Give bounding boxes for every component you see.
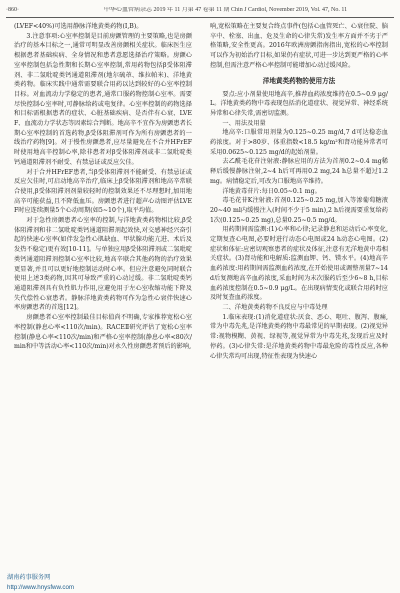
page-number: ·860· [6, 7, 19, 13]
subsection-heading: 二、洋地黄类药物不良反应与中毒处理 [222, 303, 328, 311]
paragraph: 房颤患者心室率控制最佳目标值尚不明确,专家推荐宽松心室率控制(静息心率<110次/min)。RACEⅡ研究评估了宽松心室率控制(静息心率<110次/min)和严格心室率控制(静息心率<80次/min和中等活动心率<110次/min)对永久性房颤患者预后的影响, [14, 314, 192, 351]
paragraph: (LVEF<40%)可选用静脉洋地黄类药物(Ⅰ,B)。 [14, 23, 143, 30]
site-name: 湖南药事服务网 [7, 574, 51, 581]
section-heading: 洋地黄类药物的使用方法 [262, 76, 336, 85]
right-text-column [210, 22, 388, 568]
paragraph: 洋地黄毒苷片:每日0.05~0.1 mg。 [222, 187, 321, 195]
paragraph: 对于合并HFrEF患者,当β受体阻滞剂不能耐受、有禁忌证或反应欠佳时,可启动地高辛治疗,临床上β受体阻滞剂和地高辛常联合使用,β受体阻滞剂剂量较轻时的控制效果还不尽理想时,加用地高辛可能获益,且不降低血压。房颤患者进行超声心动图评估LVEF时应连续测量5个心动周期(如5~10个),取平均值。 [14, 168, 192, 215]
paragraph: 响,宽松策略在主要复合终点事件(包括心血管死亡、心衰住院、脑卒中、栓塞、出血、危及生命的心律失常)发生率方面并不劣于严格策略,安全性更高。2016年欧洲房颤指南指出,宽松的心率控制可以作为初始治疗目标,如果仍有症状,可进一步达到更严格的心率控制,但需注意严格心率控制可能增加心动过缓风险。 [210, 23, 388, 69]
subsection-heading: 一、用法及用量 [222, 119, 266, 127]
site-url: http://www.hnysfww.com [7, 584, 75, 591]
page-footer [7, 573, 127, 591]
journal-citation: 中华心血管病杂志 2019 年 11 月第 47 卷第 11 期 Chin J Cardiol, November 2019, Vol. 47, No. 11 [104, 7, 348, 13]
paragraph: 3.注意事项:心室率控制是目前房颤管理的主要策略,也是房颤治疗的基本目标之一,通常可明显改善房颤相关症状。临床医生应根据患者基础疾病、全身情况和患者意愿选择治疗策略。房颤心室率控制包括急性期和长期心室率控制,常用药物包括β受体阻滞剂、非二氢吡啶类钙通道阻滞剂(地尔硫䓬、维拉帕米)、洋地黄类药物。临床实践中通常需要联合用药以达到较好的心室率控制目标。对血流动力学稳定的患者,通常口服药物控制心室率。需要尽快控制心室率时,可静脉给药或电复律。心室率控制的药物选择和目标需根据患者的症状、心脏基础疾病、是否伴有心衰、LVEF、血流动力学状态等因素综合判断。地高辛不宜作为房颤患者长期心室率控制的首选药物,β受体阻滞剂可作为所有房颤患者的一线治疗药物[9]。对于慢性房颤患者,应尽量避免在不合并HFrEF时使用地高辛控制心率,除非患者对β受体阻滞剂或非二氢吡啶类钙通道阻滞剂不耐受、有禁忌证或反应欠佳。 [14, 32, 192, 166]
paragraph: 对于急性房颤患者心室率的控制,与洋地黄类药物相比较,β受体阻滞剂和非二氢吡啶类钙通道阻滞剂起效快,对交感神经兴奋引起的快速心室率(如伴发急性心肌缺血、甲状腺功能亢进、术后及发热不稳定)更有效[10-11]。与单独应用β受体阻滞剂或二氢吡啶类钙通道阻滞剂控制心室率比较,地高辛联合其他药物的治疗效果更显著,并且可以更好地控制运动时心率。但应注意避免同时联合使用上述3类药物,因其可导致严重的心动过缓。非二氢吡啶类钙通道阻滞剂具有负性肌力作用,应避免用于左心室收缩功能下降及失代偿性心衰患者。静脉洋地黄类药物可作为急性心衰伴快速心率房颤患者的首选[12]。 [14, 217, 192, 312]
paragraph: 地高辛:口服常用剂量为0.125~0.25 mg/d,7 d可达稳态血药浓度。对于>80岁、体重指数<18.5 kg/m²和肾功能异常者可采用0.0625~0.125 mg/d的起始剂量。 [210, 129, 388, 156]
header-divider [6, 17, 394, 18]
paragraph: 去乙酰毛花苷注射液:静脉应用的方法为首剂0.2~0.4 mg稀释后缓慢静脉注射,2~4 h后可再用0.2 mg,24 h总量不超过1.2 mg。病情稳定后,可改为口服地高辛维持。 [210, 158, 388, 185]
key-points-paragraph: 要点:应小剂量使用地高辛,推荐血药浓度维持在0.5~0.9 μg/L。洋地黄类药物中毒表现包括消化道症状、视觉异常、神经系统异常和心律失常,需密切监测。 [210, 90, 388, 117]
paragraph: 毒毛花苷K注射液:首剂0.125~0.25 mg,加入等渗葡萄糖液20~40 ml内缓慢注入(时间不少于5 min),2 h后视需要重复给药1次(0.125~0.25 mg),总量0.25~0.5 mg/d。 [210, 197, 388, 224]
paragraph: 1.临床表现:(1)消化道症状:厌食、恶心、呕吐、腹泻、腹痛,常为中毒先兆,是洋地黄类药物中毒最常见的早期表现。(2)视觉异常:视物模糊、黄视、绿视等,视觉异常为中毒先兆,发现后应及时停药。(3)心律失常:是洋地黄类药物中毒最危险的毒性反应,各种心律失常均可出现,特征性表现为快速心 [210, 313, 388, 360]
left-text-column [14, 22, 192, 568]
paragraph: 用药期间需监测:(1)心率和心律;记录静息和运动后心率变化,定期复查心电图,必要时进行动态心电图或24 h动态心电图。(2)症状和体征:应密切观察患者的症状及体征,注意有无洋地黄中毒相关症状。(3)肾功能和电解质:监测血钾、钙、镁水平。(4)地高辛血药浓度:用药期间需监测血药浓度,在开始使用或调整剂量7~14 d后复测地高辛血药浓度,采血时间为末次服药后至少6~8 h,目标血药浓度控制在0.5~0.9 μg/L。在出现病情变化或联合用药时应及时复查血药浓度。 [210, 226, 388, 302]
